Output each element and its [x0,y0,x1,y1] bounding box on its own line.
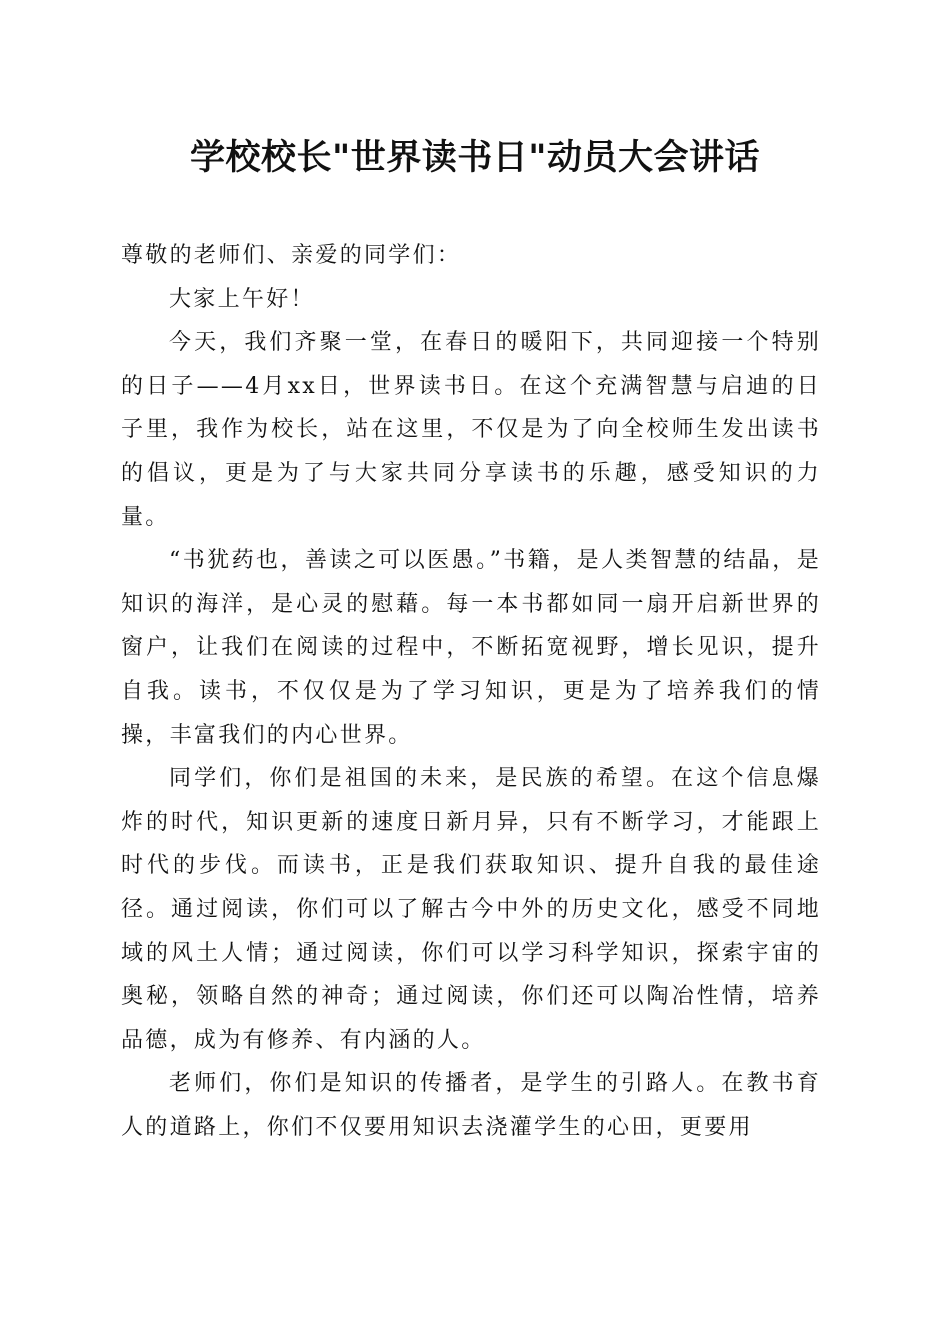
body-paragraph-1: 今天，我们齐聚一堂，在春日的暖阳下，共同迎接一个特别的日子——4月xx日，世界读书日。在这个充满智慧与启迪的日子里，我作为校长，站在这里，不仅是为了向全校师生发出读书的倡议，更是为了与大家共同分享读书的乐趣，感受知识的力量。 [121,330,821,530]
body-paragraph-3: 同学们，你们是祖国的未来，是民族的希望。在这个信息爆炸的时代，知识更新的速度日新月异，只有不断学习，才能跟上时代的步伐。而读书，正是我们获取知识、提升自我的最佳途径。通过阅读，你们可以了解古今中外的历史文化，感受不同地域的风土人情；通过阅读，你们可以学习科学知识，探索宇宙的奥秘，领略自然的神奇；通过阅读，你们还可以陶冶性情，培养品德，成为有修养、有内涵的人。 [121,766,821,1053]
body-paragraph-2: “书犹药也，善读之可以医愚。”书籍，是人类智慧的结晶，是知识的海洋，是心灵的慰藉。每一本书都如同一扇开启新世界的窗户，让我们在阅读的过程中，不断拓宽视野，增长见识，提升自我。读书，不仅仅是为了学习知识，更是为了培养我们的情操，丰富我们的内心世界。 [121,548,821,748]
body-paragraph-4: 老师们，你们是知识的传播者，是学生的引路人。在教书育人的道路上，你们不仅要用知识去浇灌学生的心田，更要用 [121,1071,821,1140]
document-body [121,234,821,1149]
document-title: 学校校长"世界读书日"动员大会讲话 [190,137,760,178]
salutation-paragraph: 尊敬的老师们、亲爱的同学们： [121,243,462,268]
greeting-paragraph: 大家上午好！ [169,286,315,312]
